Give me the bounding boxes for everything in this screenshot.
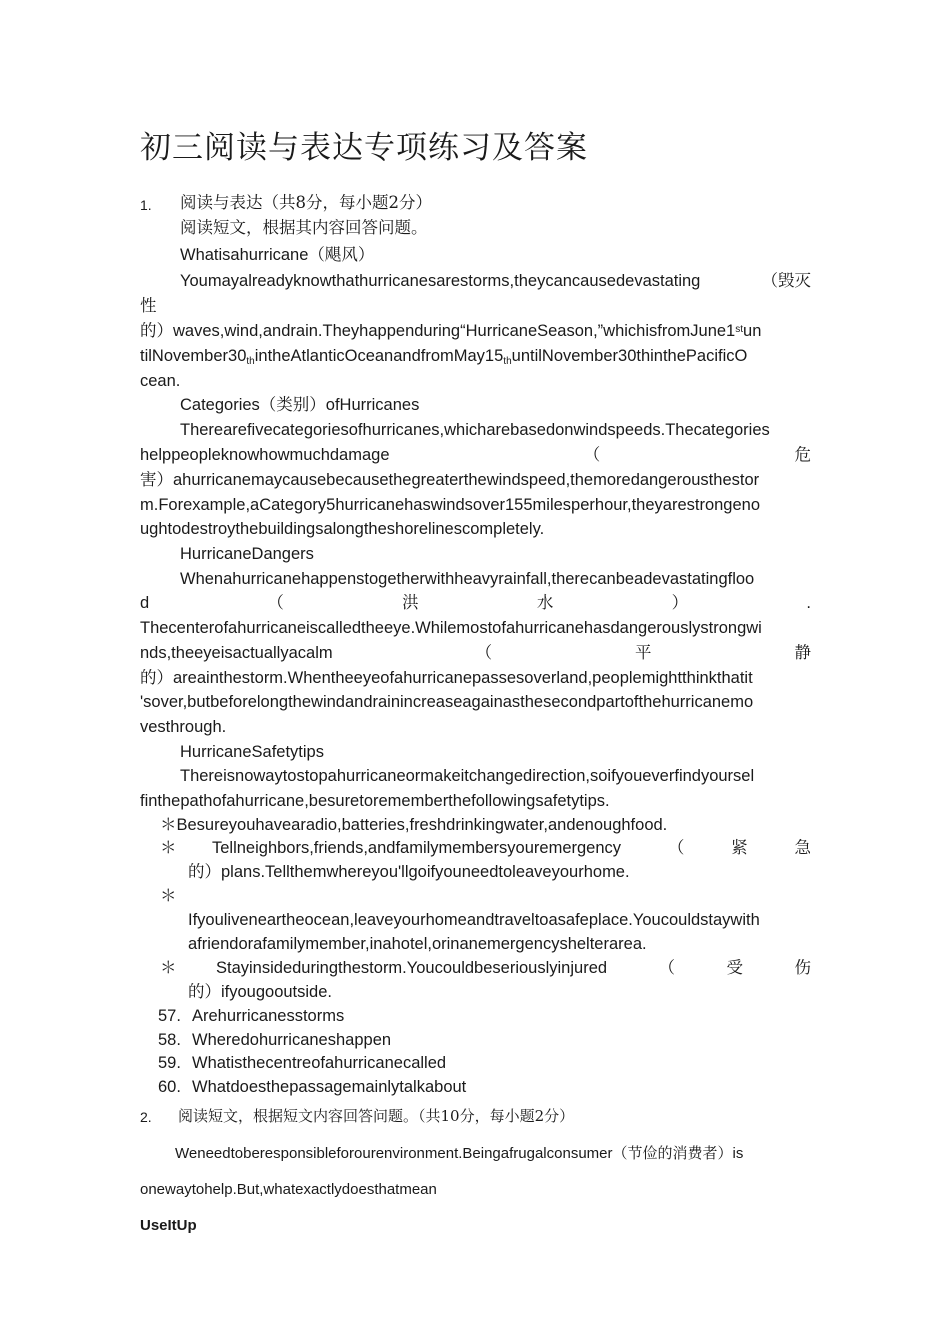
question-number-1: 1. xyxy=(140,197,152,213)
text-run: 伤 xyxy=(794,958,811,977)
question-text: Wheredohurricaneshappen xyxy=(192,1031,392,1049)
question-number-2: 2. xyxy=(140,1109,152,1125)
text-run: （ xyxy=(658,958,676,977)
paragraph-line: 的）ifyougooutside. xyxy=(188,983,332,1001)
text-run: 水 xyxy=(536,593,554,612)
paragraph-line: Thereisnowaytostopahurricaneormakeitchangedirection,soifyoueverfindyoursel xyxy=(180,767,755,785)
subheading-use-it-up: UseItUp xyxy=(140,1217,197,1234)
text-run: （ xyxy=(583,445,601,464)
paragraph-line xyxy=(140,591,811,615)
paragraph-line: vesthrough. xyxy=(140,718,227,736)
bullet-star: ＊ xyxy=(160,958,177,977)
text-run: 洪 xyxy=(402,593,419,612)
paragraph-line xyxy=(140,641,811,665)
question-number: 58. xyxy=(158,1031,181,1049)
q1-heading: 阅读与表达（共8分，每小题2分） xyxy=(180,193,432,212)
paragraph-line: 'sover,butbeforelongthewindandrainincreaseagainasthesecondpartofthehurricanemo xyxy=(140,693,754,711)
text-run: 紧 xyxy=(731,838,748,857)
paragraph-line xyxy=(140,443,811,467)
bullet-star: ＊ xyxy=(160,838,177,857)
paragraph-line xyxy=(140,344,747,368)
paragraph-line: 的）plans.Tellthemwhereyou'llgoifyouneedtoleaveyourhome. xyxy=(188,863,630,881)
paragraph-line: ughtodestroythebuildingsalongtheshorelinescompletely. xyxy=(140,520,545,538)
q2-heading: 阅读短文，根据短文内容回答问题。（共10分，每小题2分） xyxy=(178,1107,575,1125)
text-run: Youmayalreadyknowthathurricanesarestorms,theycancausedevastating xyxy=(180,272,701,290)
text-run: （ xyxy=(267,593,284,612)
text-run: 急 xyxy=(794,838,811,857)
text-run: （ xyxy=(475,643,493,662)
safety-tip-2 xyxy=(212,836,811,860)
text-run: 的）waves,wind,andrain.Theyhappenduring“HurricaneSeason,”whichisfromJune1 xyxy=(140,322,736,340)
paragraph-line: Thecenterofahurricaneiscalledtheeye.Whilemostofahurricanehasdangerouslystrongwi xyxy=(140,619,762,637)
text-run: （毁灭 xyxy=(761,271,811,290)
safety-tip-1: ＊Besureyouhavearadio,batteries,freshdrinkingwater,andenoughfood. xyxy=(160,816,668,834)
text-run: untilNovember30thinthePacificO xyxy=(511,347,748,365)
question-number: 60. xyxy=(158,1078,181,1096)
paragraph-line: m.Forexample,aCategory5hurricanehaswindsover155milesperhour,theyarestrongeno xyxy=(140,496,761,514)
text-run: 平 xyxy=(635,643,652,662)
question-number: 57. xyxy=(158,1007,181,1025)
question-text: Whatdoesthepassagemainlytalkabout xyxy=(192,1078,467,1096)
question-text: Arehurricanesstorms xyxy=(192,1007,345,1025)
safety-tip-3: Ifyouliveneartheocean,leaveyourhomeandtraveltoasafeplace.Youcouldstaywith xyxy=(188,911,760,929)
section-heading-safety: HurricaneSafetytips xyxy=(180,743,324,761)
text-run: 静 xyxy=(794,643,811,662)
paragraph-line: 的）areainthestorm.Whentheeyeofahurricanepassesoverland,peoplemightthinkthatit xyxy=(140,669,753,687)
text-run: 受 xyxy=(726,958,744,977)
text-run: intheAtlanticOceanandfromMay15 xyxy=(254,347,504,365)
section-heading-categories: Categories（类别）ofHurricanes xyxy=(180,396,420,414)
question-text: Whatisthecentreofahurricanecalled xyxy=(192,1054,447,1072)
text-run: Stayinsideduringthestorm.Youcouldbeseriouslyinjured xyxy=(216,959,608,977)
paragraph-line: Weneedtoberesponsibleforourenvironment.Beingafrugalconsumer（节俭的消费者）is xyxy=(175,1145,744,1162)
text-run: un xyxy=(743,322,762,340)
subscript: th xyxy=(503,356,512,367)
paragraph-line: afriendorafamilymember,inahotel,orinanemergencyshelterarea. xyxy=(188,935,647,953)
q1-instruction: 阅读短文，根据其内容回答问题。 xyxy=(180,218,428,237)
paragraph-line xyxy=(140,319,761,343)
question-number: 59. xyxy=(158,1054,181,1072)
text-run: Tellneighbors,friends,andfamilymembersyouremergency xyxy=(212,839,622,857)
text-run: . xyxy=(806,594,811,612)
paragraph-line: cean. xyxy=(140,372,181,390)
text-run: （ xyxy=(667,838,685,857)
paragraph-line xyxy=(180,269,811,293)
safety-tip-4 xyxy=(216,956,811,980)
subscript: th xyxy=(246,356,255,367)
page-title: 初三阅读与表达专项练习及答案 xyxy=(140,130,588,166)
paragraph-line: Whenahurricanehappenstogetherwithheavyrainfall,therecanbeadevastatingfloo xyxy=(180,570,755,588)
superscript: st xyxy=(735,324,744,335)
text-run: tilNovember30 xyxy=(140,347,247,365)
paragraph-line: onewaytohelp.But,whatexactlydoesthatmean xyxy=(140,1181,437,1198)
paragraph-line: Therearefivecategoriesofhurricanes,whicharebasedonwindspeeds.Thecategories xyxy=(180,421,770,439)
text-run: ） xyxy=(671,593,689,612)
bullet-star: ＊ xyxy=(160,886,177,905)
paragraph-line: 性 xyxy=(140,296,157,315)
paragraph-line: 害）ahurricanemaycausebecausethegreaterthewindspeed,themoredangerousthestor xyxy=(140,471,760,489)
text-run: nds,theeyeisactuallyacalm xyxy=(140,644,333,662)
paragraph-line: finthepathofahurricane,besuretorememberthefollowingsafetytips. xyxy=(140,792,610,810)
text-run: d xyxy=(140,594,150,612)
section-heading-dangers: HurricaneDangers xyxy=(180,545,314,563)
text-run: 危 xyxy=(794,445,811,464)
section-heading-what: Whatisahurricane（飓风） xyxy=(180,246,375,264)
text-run: helppeopleknowhowmuchdamage xyxy=(140,446,390,464)
